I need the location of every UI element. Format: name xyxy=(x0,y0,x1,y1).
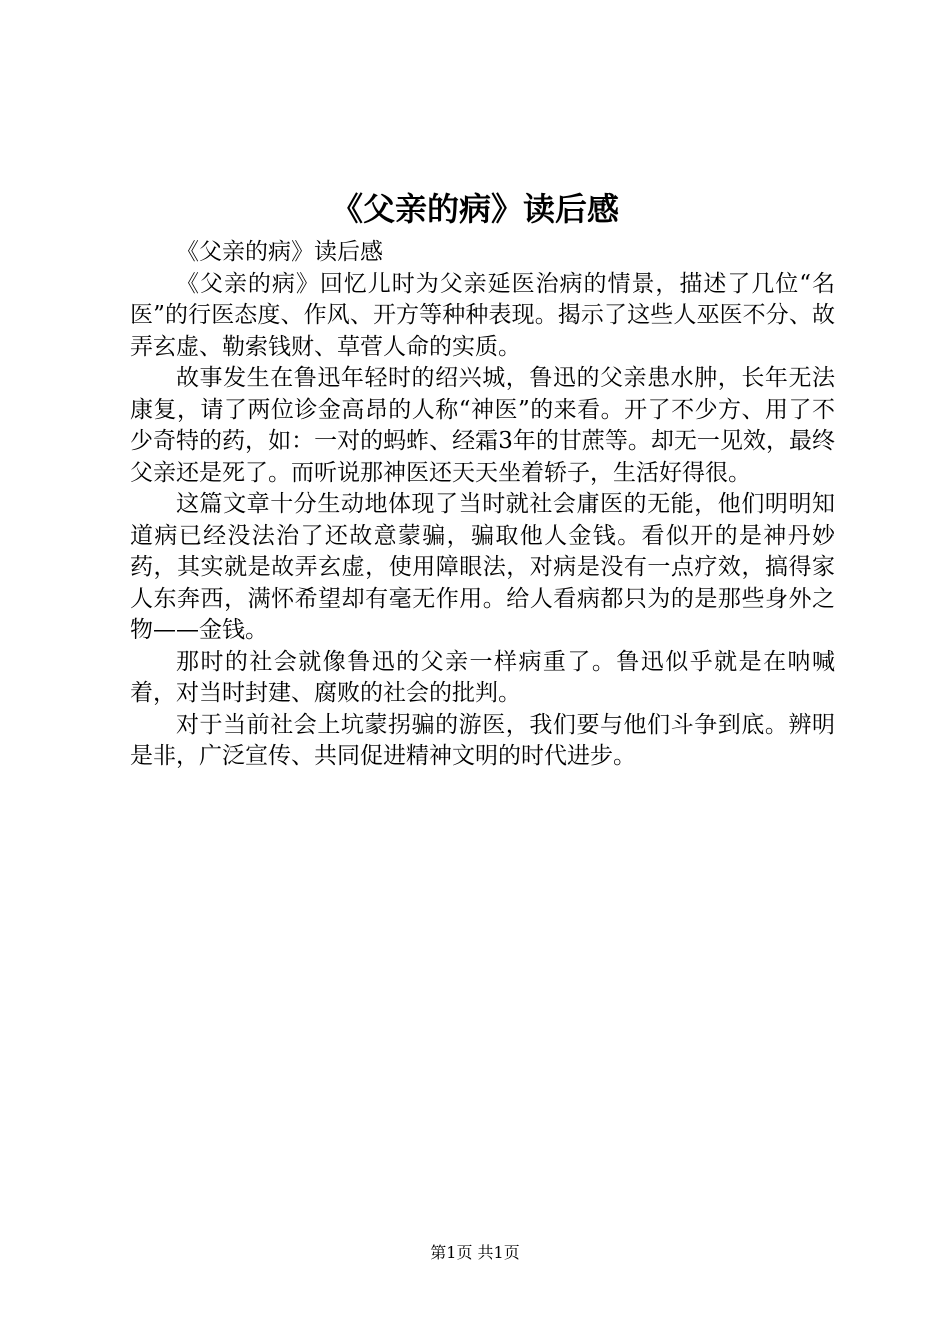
paragraph-5: 对于当前社会上坑蒙拐骗的游医，我们要与他们斗争到底。辨明是非，广泛宣传、共同促进精神文明的时代进步。 xyxy=(130,711,835,769)
paragraph-4: 那时的社会就像鲁迅的父亲一样病重了。鲁迅似乎就是在呐喊着，对当时封建、腐败的社会的批判。 xyxy=(130,648,835,706)
paragraph-2: 故事发生在鲁迅年轻时的绍兴城，鲁迅的父亲患水肿，长年无法康复，请了两位诊金高昂的人称“神医”的来看。开了不少方、用了不少奇特的药，如：一对的蚂蚱、经霜3年的甘蔗等。却无一见效，最终父亲还是死了。而听说那神医还天天坐着轿子，生活好得很。 xyxy=(130,365,835,486)
page-number-footer: 第1页 共1页 xyxy=(430,1243,520,1262)
paragraph-1: 《父亲的病》回忆儿时为父亲延医治病的情景，描述了几位“名医”的行医态度、作风、开方等种种表现。揭示了这些人巫医不分、故弄玄虚、勒索钱财、草菅人命的实质。 xyxy=(130,270,835,360)
paragraph-heading: 《父亲的病》读后感 xyxy=(176,239,383,265)
paragraph-3: 这篇文章十分生动地体现了当时就社会庸医的无能，他们明明知道病已经没法治了还故意蒙骗，骗取他人金钱。看似开的是神丹妙药，其实就是故弄玄虚，使用障眼法，对病是没有一点疗效，搞得家人东奔西，满怀希望却有毫无作用。给人看病都只为的是那些身外之物——金钱。 xyxy=(130,491,835,643)
document-body xyxy=(130,237,835,773)
document-title: 《父亲的病》读后感 xyxy=(330,190,619,228)
